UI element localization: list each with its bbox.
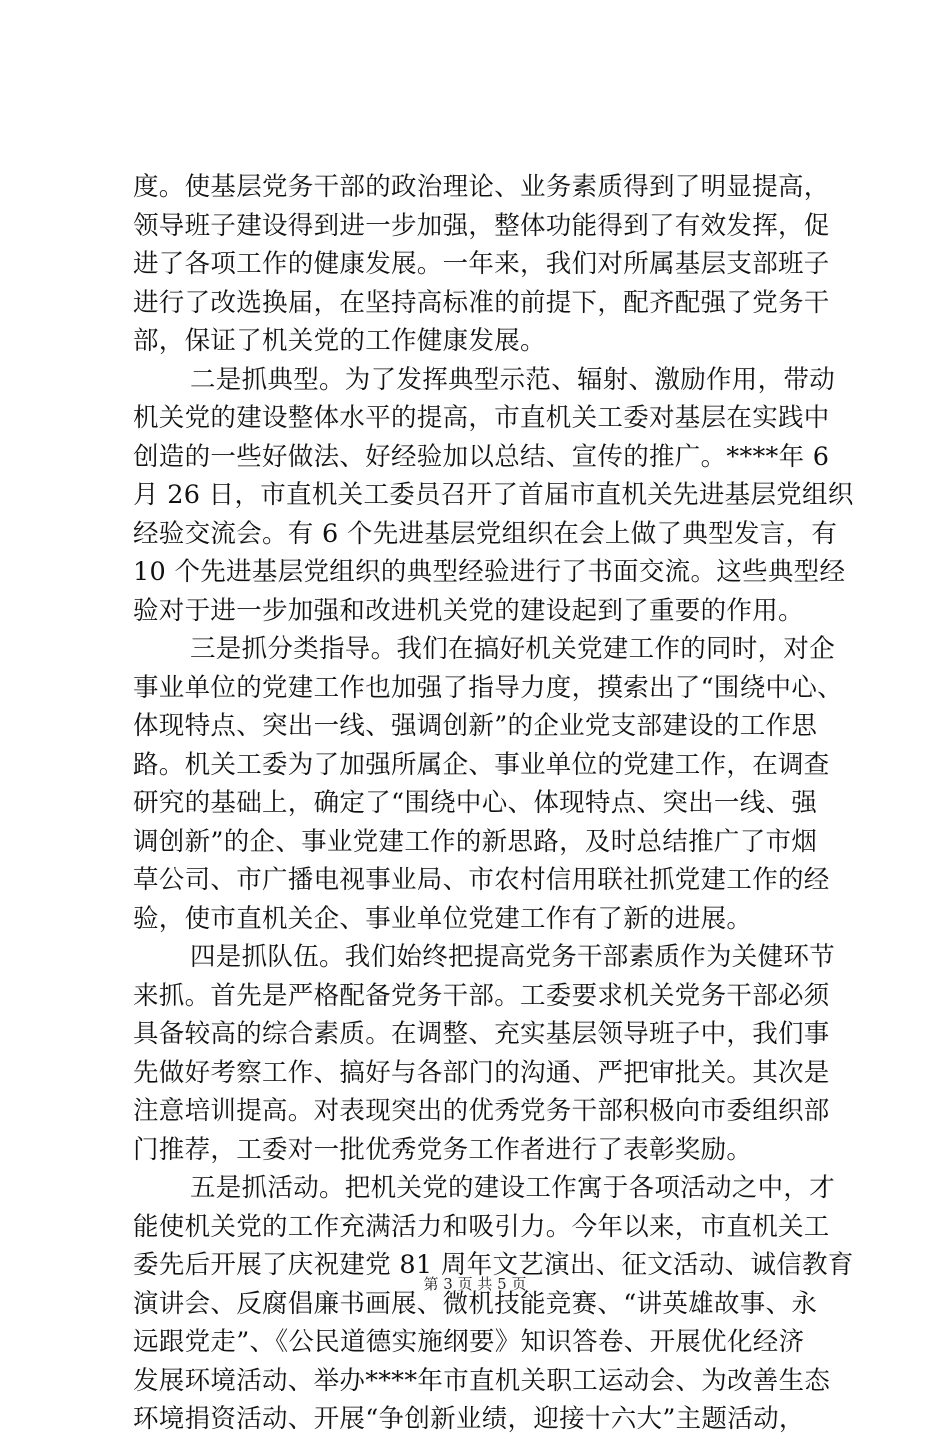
text-line: 领导班子建设得到进一步加强，整体功能得到了有效发挥，促 <box>133 210 830 241</box>
text-line: 发展环境活动、举办****年市直机关职工运动会、为改善生态 <box>133 1365 831 1396</box>
text-line: 注意培训提高。对表现突出的优秀党务干部积极向市委组织部 <box>133 1096 830 1126</box>
text-line: 路。机关工委为了加强所属企、事业单位的党建工作，在调查 <box>133 749 830 780</box>
text-line: 先做好考察工作、搞好与各部门的沟通、严把审批关。其次是 <box>133 1057 830 1088</box>
page-number-label: 第 3 页 共 5 页 <box>423 1275 527 1293</box>
document-body <box>133 168 854 1439</box>
text-line: 草公司、市广播电视事业局、市农村信用联社抓党建工作的经 <box>133 865 830 895</box>
text-line: 10 个先进基层党组织的典型经验进行了书面交流。这些典型经 <box>133 557 846 587</box>
text-line: 调创新”的企、事业党建工作的新思路，及时总结推广了市烟 <box>133 826 818 857</box>
text-line: 验对于进一步加强和改进机关党的建设起到了重要的作用。 <box>133 595 804 626</box>
text-line: 具备较高的综合素质。在调整、充实基层领导班子中，我们事 <box>133 1019 830 1049</box>
text-line: 机关党的建设整体水平的提高，市直机关工委对基层在实践中 <box>133 403 830 433</box>
text-line: 研究的基础上，确定了“围绕中心、体现特点、突出一线、强 <box>133 788 818 818</box>
text-line: 进了各项工作的健康发展。一年来，我们对所属基层支部班子 <box>133 249 830 279</box>
paragraph-continuation <box>133 168 833 361</box>
paragraph-activities <box>133 1169 854 1439</box>
paragraph-classified-guidance <box>133 630 843 938</box>
text-line: 远跟党走”、《公民道德实施纲要》知识答卷、开展优化经济 <box>133 1327 805 1357</box>
text-line: 部，保证了机关党的工作健康发展。 <box>133 326 546 356</box>
text-line: 三是抓分类指导。我们在搞好机关党建工作的同时，对企 <box>190 634 836 664</box>
text-line: 委先后开展了庆祝建党 81 周年文艺演出、征文活动、诚信教育 <box>133 1250 854 1280</box>
text-line: 二是抓典型。为了发挥典型示范、辐射、激励作用，带动 <box>190 364 836 395</box>
text-line: 事业单位的党建工作也加强了指导力度，摸索出了“围绕中心、 <box>133 672 843 703</box>
text-line: 四是抓队伍。我们始终把提高党务干部素质作为关健环节 <box>190 942 836 972</box>
text-line: 度。使基层党务干部的政治理论、业务素质得到了明显提高， <box>133 172 830 202</box>
text-line: 创造的一些好做法、好经验加以总结、宣传的推广。****年 6 <box>133 441 830 472</box>
text-line: 月 26 日，市直机关工委员召开了首届市直机关先进基层党组织 <box>133 480 854 510</box>
text-line: 验，使市直机关企、事业单位党建工作有了新的进展。 <box>133 903 753 934</box>
paragraph-team <box>133 938 836 1169</box>
text-line: 五是抓活动。把机关党的建设工作寓于各项活动之中，才 <box>190 1173 836 1203</box>
text-line: 演讲会、反腐倡廉书画展、微机技能竞赛、“讲英雄故事、永 <box>133 1288 818 1319</box>
text-line: 环境捐资活动、开展“争创新业绩，迎接十六大”主题活动， <box>133 1404 805 1434</box>
paragraph-typical <box>133 361 854 631</box>
text-line: 体现特点、突出一线、强调创新”的企业党支部建设的工作思 <box>133 711 818 741</box>
text-line: 经验交流会。有 6 个先进基层党组织在会上做了典型发言，有 <box>133 518 838 549</box>
page-footer <box>0 1274 950 1294</box>
text-line: 能使机关党的工作充满活力和吸引力。今年以来，市直机关工 <box>133 1211 830 1242</box>
text-line: 门推荐，工委对一批优秀党务工作者进行了表彰奖励。 <box>133 1134 753 1165</box>
text-line: 进行了改选换届，在坚持高标准的前提下，配齐配强了党务干 <box>133 287 830 318</box>
text-line: 来抓。首先是严格配备党务干部。工委要求机关党务干部必须 <box>133 980 830 1011</box>
